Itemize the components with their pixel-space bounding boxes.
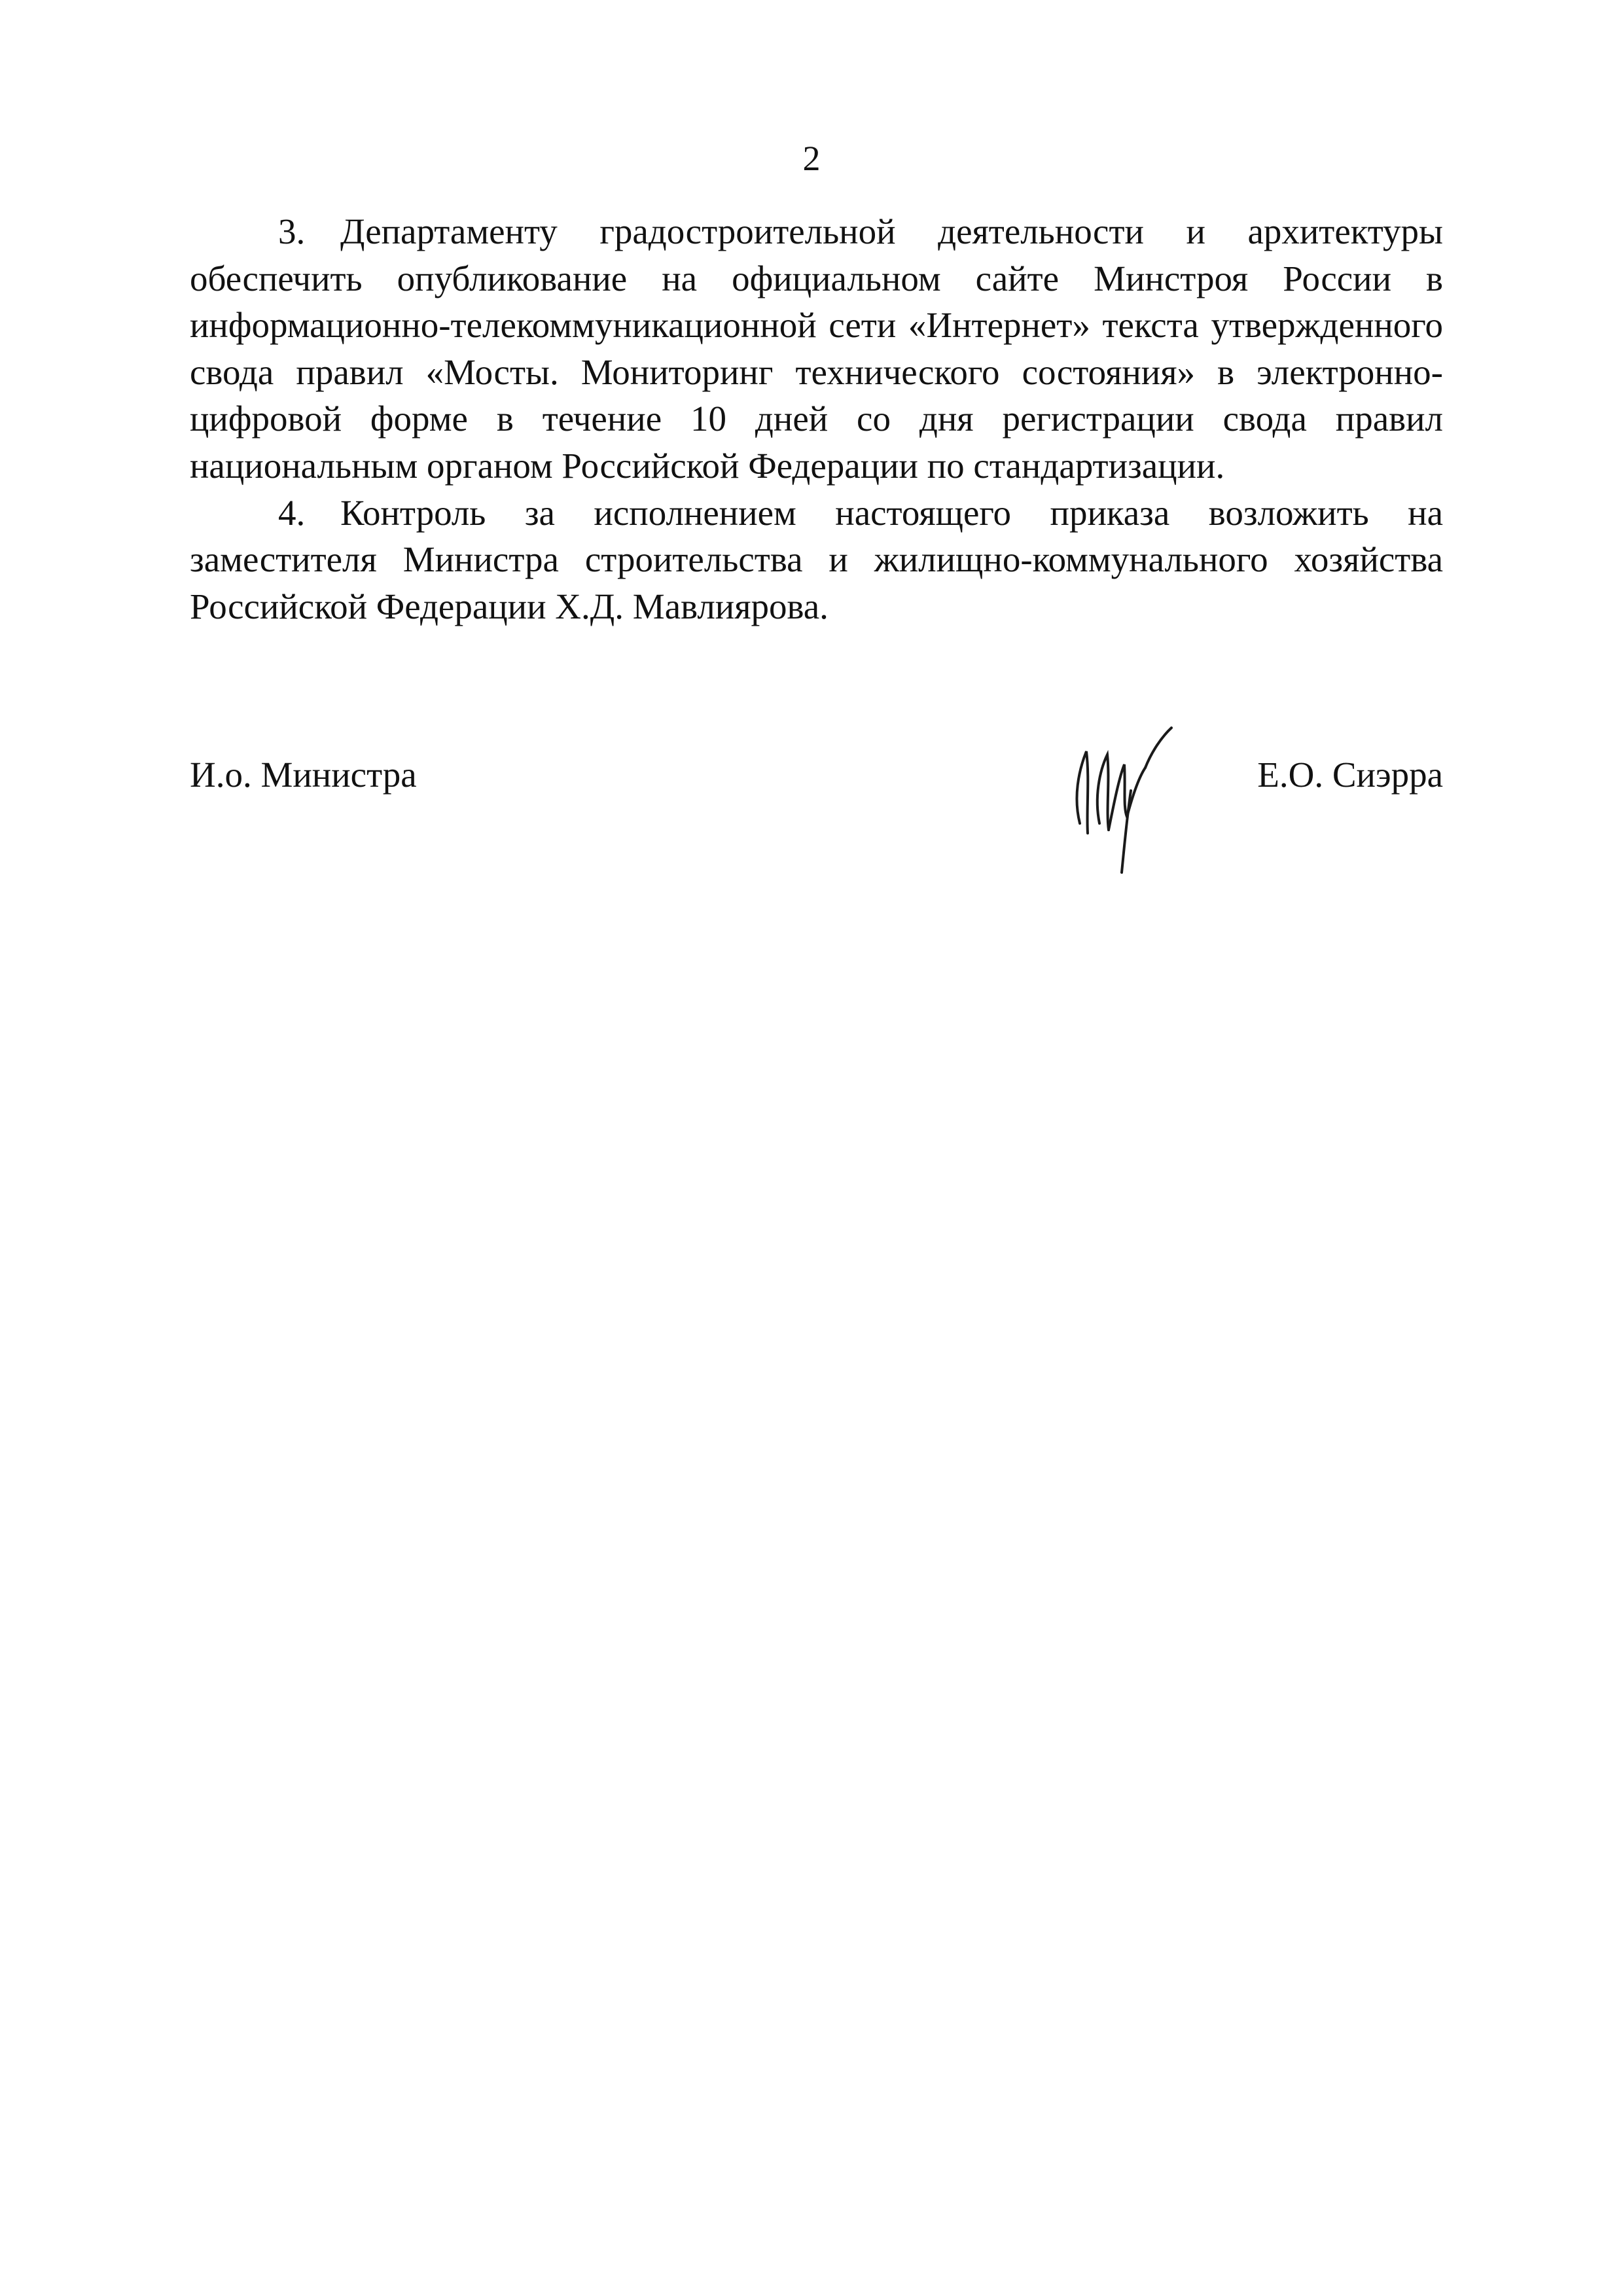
paragraph-text: Контроль за исполнением настоящего приказа возложить на заместителя Министра строительства и жилищно-коммунального хозяйства Российской Федерации Х.Д. Мавлиярова. (190, 492, 1443, 626)
document-body (190, 208, 1443, 630)
paragraph-number: 4. (278, 492, 306, 533)
page-number: 2 (802, 139, 821, 178)
signature-block (190, 751, 1443, 804)
signatory-title: И.о. Министра (190, 755, 417, 795)
paragraph-number: 3. (278, 211, 306, 251)
paragraph-3 (190, 208, 1443, 490)
paragraph-4 (190, 490, 1443, 630)
handwritten-signature (1054, 725, 1198, 876)
paragraph-text: Департаменту градостроительной деятельности и архитектуры обеспечить опубликование на официальном сайте Минстроя России в информационно-телекоммуникационной сети «Интернет» текста утвержденного свода правил «Мосты. Мониторинг технического состояния» в электронно-цифровой форме в течение 10 дней со дня регистрации свода правил национальным органом Российской Федерации по стандартизации. (190, 211, 1443, 486)
signatory-name: Е.О. Сиэрра (1257, 755, 1443, 795)
